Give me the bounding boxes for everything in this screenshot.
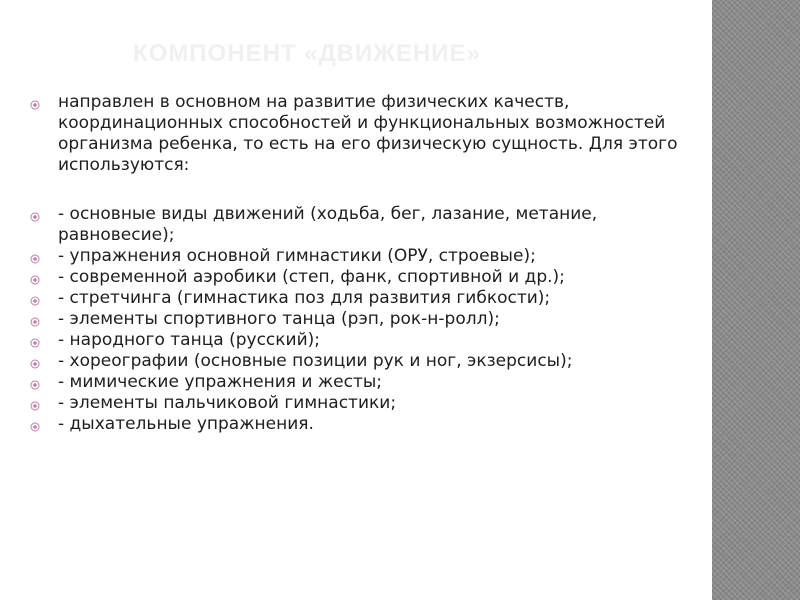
list-item xyxy=(30,351,696,372)
list-item-text: - хореографии (основные позиции рук и ног, экзерсисы); xyxy=(58,351,573,371)
list-item xyxy=(30,267,696,288)
circle-bullet-icon xyxy=(30,333,40,343)
list-item-text: - мимические упражнения и жесты; xyxy=(58,372,383,392)
circle-bullet-icon xyxy=(30,417,40,427)
circle-bullet-icon xyxy=(30,396,40,406)
list-item xyxy=(30,246,696,267)
list-item-text: - элементы пальчиковой гимнастики; xyxy=(58,393,397,413)
list-item xyxy=(30,393,696,414)
list-item xyxy=(30,414,696,435)
list-item-text: направлен в основном на развитие физических качеств, координационных способностей и функциональных возможностей организма ребенка, то есть на его физическую сущность. Для этого используются: xyxy=(58,92,678,175)
list-item xyxy=(30,92,696,176)
list-item-text: - элементы спортивного танца (рэп, рок-н-ролл); xyxy=(58,309,500,329)
decorative-side-stripe xyxy=(712,0,800,600)
list-item-text: - стретчинга (гимнастика поз для развития гибкости); xyxy=(58,288,551,308)
list-item-text: - современной аэробики (степ, фанк, спортивной и др.); xyxy=(58,267,565,287)
slide-title: КОМПОНЕНТ «ДВИЖЕНИЕ» xyxy=(133,40,481,67)
list-item xyxy=(30,372,696,393)
circle-bullet-icon xyxy=(30,270,40,280)
circle-bullet-icon xyxy=(30,249,40,259)
bullet-list xyxy=(30,92,696,435)
circle-bullet-icon xyxy=(30,95,40,105)
list-item xyxy=(30,309,696,330)
list-item xyxy=(30,330,696,351)
list-item xyxy=(30,204,696,246)
list-item xyxy=(30,288,696,309)
circle-bullet-icon xyxy=(30,291,40,301)
list-item-text: - упражнения основной гимнастики (ОРУ, строевые); xyxy=(58,246,536,266)
circle-bullet-icon xyxy=(30,207,40,217)
list-item-text: - основные виды движений (ходьба, бег, лазание, метание, равновесие); xyxy=(58,204,598,245)
circle-bullet-icon xyxy=(30,312,40,322)
list-item-text: - народного танца (русский); xyxy=(58,330,320,350)
circle-bullet-icon xyxy=(30,375,40,385)
circle-bullet-icon xyxy=(30,354,40,364)
list-item-text: - дыхательные упражнения. xyxy=(58,414,314,434)
